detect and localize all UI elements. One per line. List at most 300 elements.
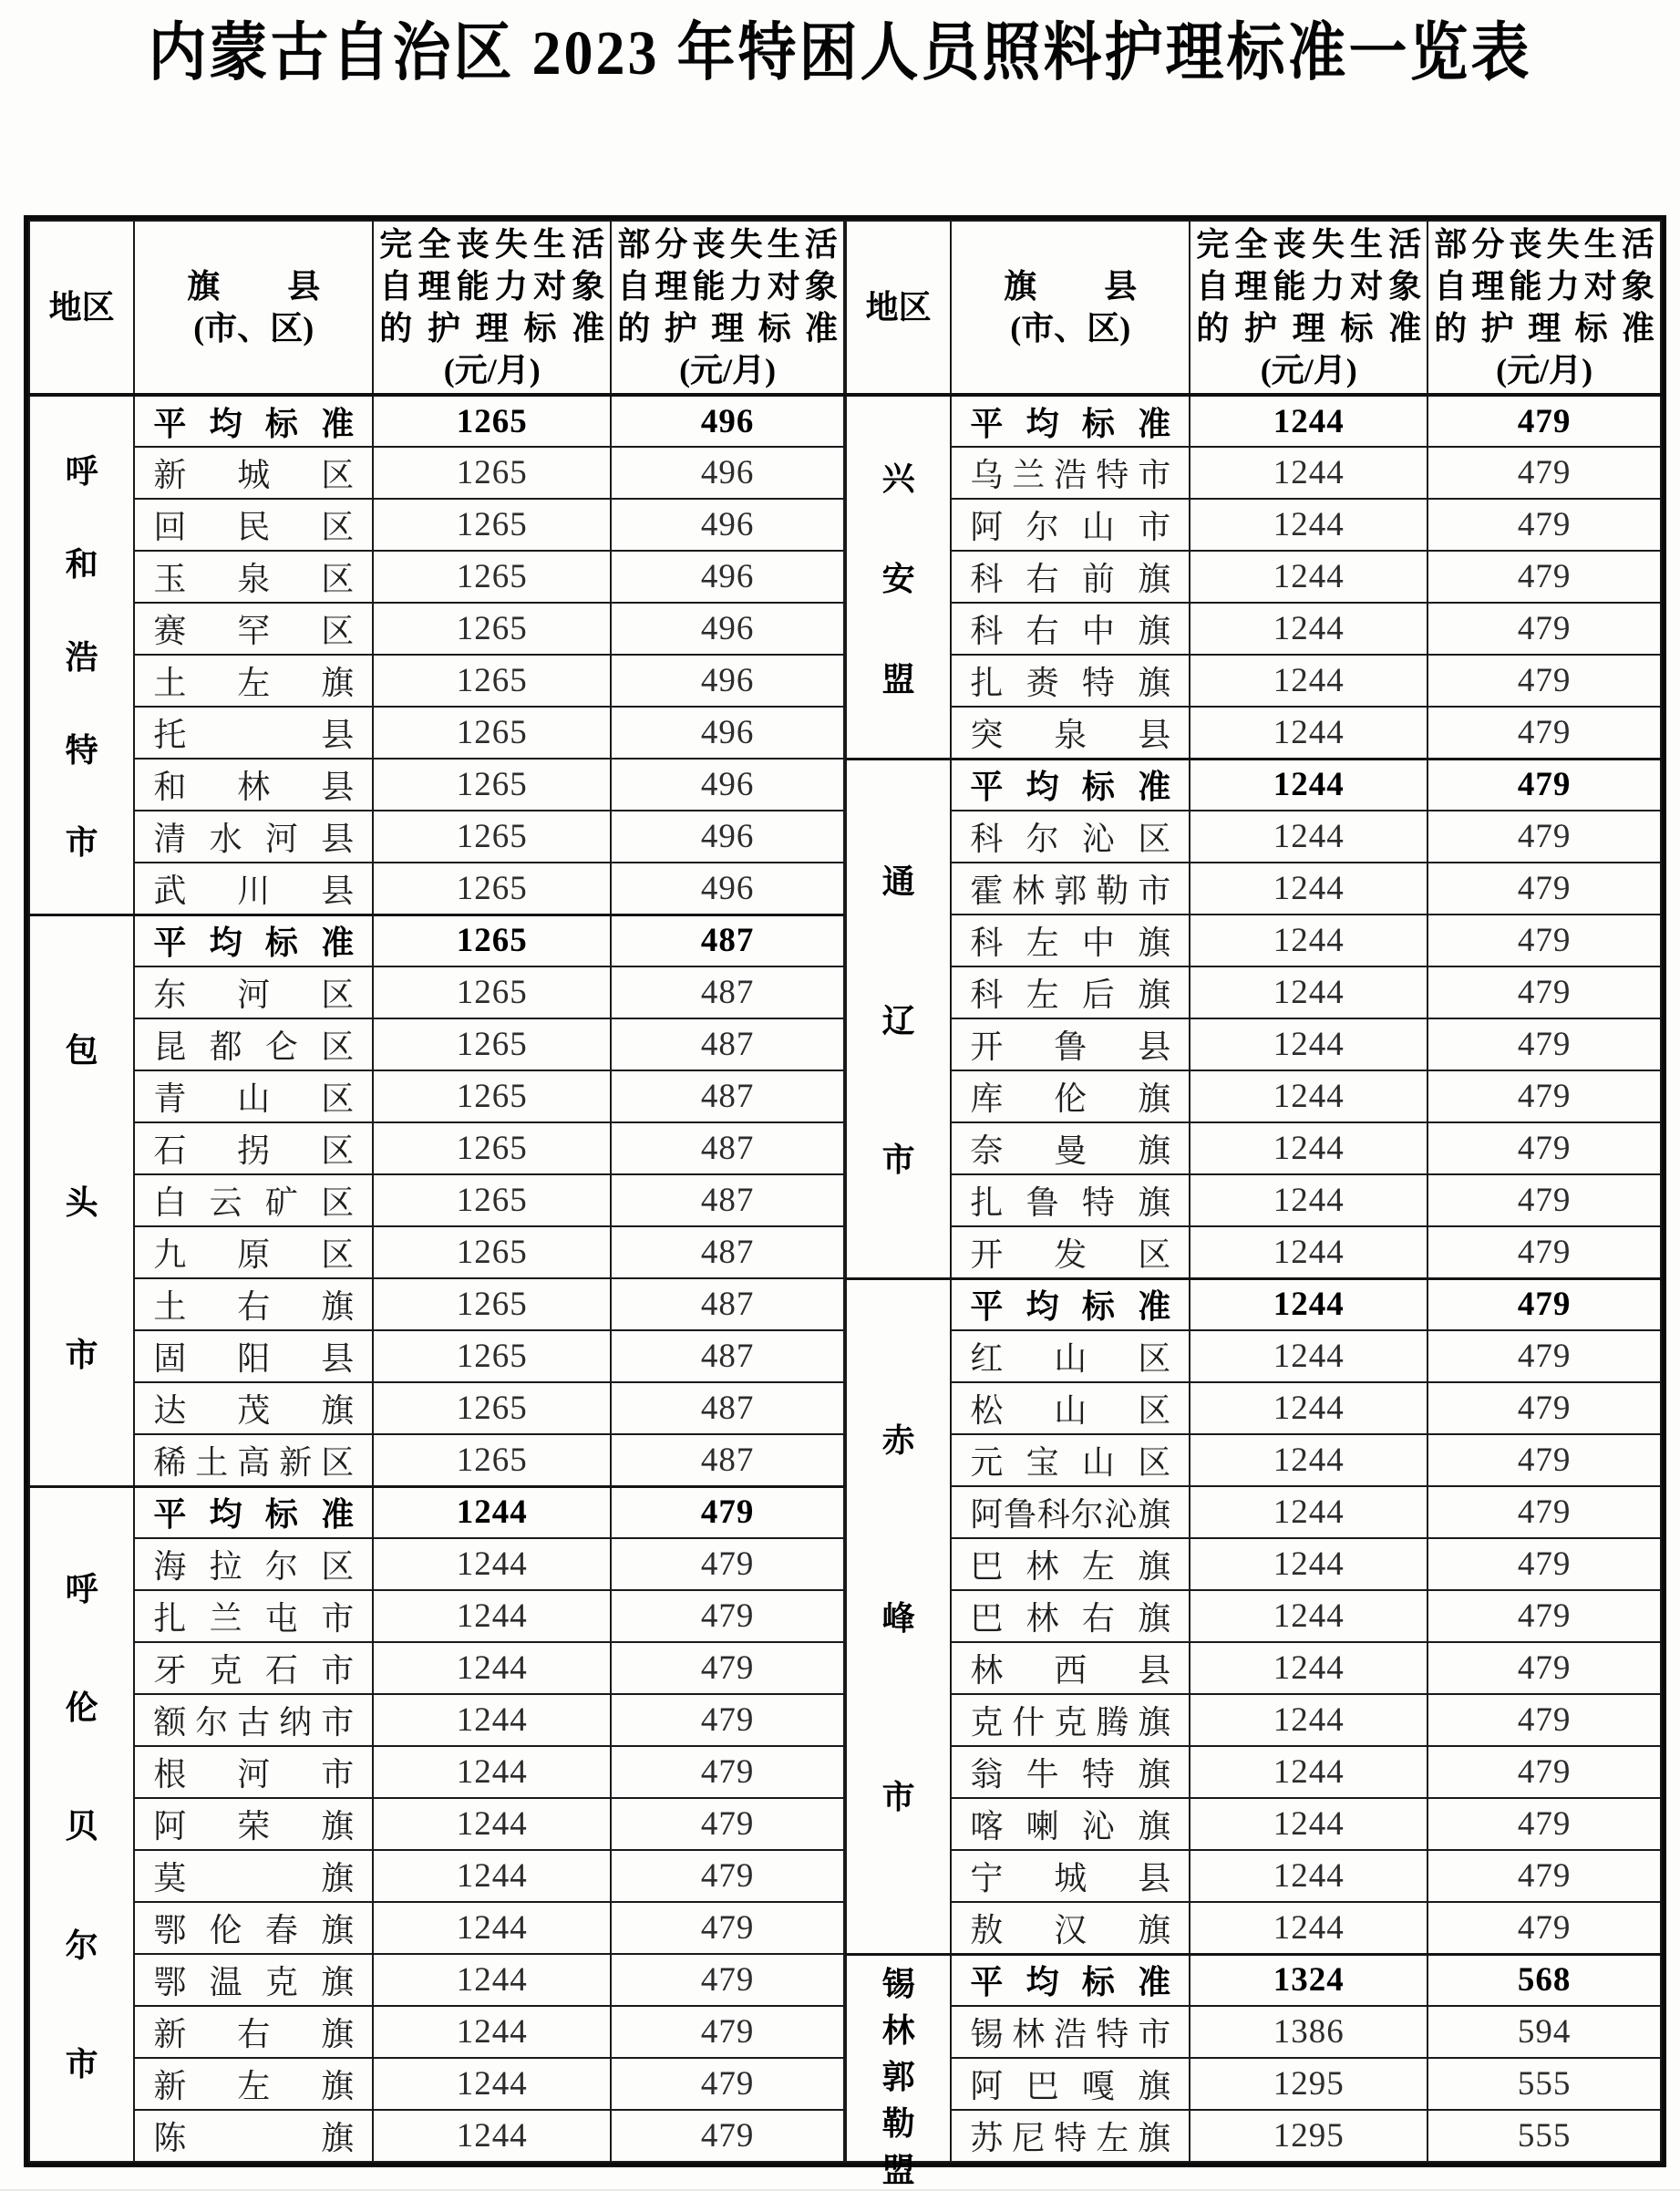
partial-loss-value: 487 <box>611 1382 844 1434</box>
average-standard-row <box>29 1486 844 1538</box>
full-loss-value: 1244 <box>1190 759 1427 811</box>
county-name: 赛 罕 区 <box>153 613 355 649</box>
county-name-cell <box>134 1954 373 2006</box>
table-row <box>29 966 844 1018</box>
region-cell <box>846 395 951 759</box>
county-name: 新 左 旗 <box>153 2068 355 2104</box>
table-row <box>29 1382 844 1434</box>
partial-loss-value: 496 <box>611 863 844 915</box>
partial-loss-value: 479 <box>1427 1018 1661 1070</box>
county-name-cell <box>951 2006 1190 2058</box>
county-name-cell <box>134 1018 373 1070</box>
county-name-cell <box>134 707 373 759</box>
county-name-cell <box>951 1902 1190 1954</box>
county-name: 陈 旗 <box>153 2120 355 2156</box>
county-name-cell <box>134 863 373 915</box>
full-loss-value: 1244 <box>1190 1122 1427 1174</box>
header-line: (元/月) <box>443 352 541 388</box>
county-name-cell <box>134 1642 373 1694</box>
county-name: 林 西 县 <box>970 1652 1171 1689</box>
partial-loss-value: 487 <box>611 1330 844 1382</box>
county-name-cell <box>951 603 1190 655</box>
county-name: 牙 克 石 市 <box>153 1652 355 1689</box>
county-column-header <box>134 221 373 395</box>
full-loss-value: 1244 <box>373 1538 611 1590</box>
partial-loss-value: 479 <box>1427 499 1661 551</box>
full-loss-value: 1265 <box>373 1122 611 1174</box>
region-cell <box>846 1278 951 1954</box>
table-body <box>846 395 1661 2189</box>
county-name: 科 左 后 旗 <box>970 977 1171 1013</box>
table-row <box>846 1018 1661 1070</box>
partial-loss-value: 479 <box>1427 1122 1661 1174</box>
partial-loss-value: 487 <box>611 1226 844 1278</box>
table-row <box>846 863 1661 915</box>
region-vertical-label: 呼 和 浩 特 市 <box>65 453 98 862</box>
full-loss-value: 1244 <box>1190 1590 1427 1642</box>
partial-loss-value: 479 <box>1427 1538 1661 1590</box>
county-name-cell <box>951 1590 1190 1642</box>
full-loss-value: 1244 <box>373 1850 611 1902</box>
region-vertical-label: 呼 伦 贝 尔 市 <box>65 1570 98 2082</box>
full-loss-value: 1244 <box>1190 1018 1427 1070</box>
table-row <box>29 1278 844 1330</box>
full-loss-value: 1244 <box>373 2058 611 2110</box>
partial-loss-value: 479 <box>1427 1642 1661 1694</box>
full-loss-value: 1244 <box>373 1486 611 1538</box>
partial-loss-value: 479 <box>611 1590 844 1642</box>
table-header <box>29 221 844 395</box>
table-row <box>29 1330 844 1382</box>
table-row <box>29 863 844 915</box>
county-name: 达 茂 旗 <box>153 1392 355 1429</box>
table-row <box>846 2058 1661 2110</box>
county-name-cell <box>951 499 1190 551</box>
header-line: 旗 县 <box>1004 268 1138 305</box>
partial-loss-value: 479 <box>611 2110 844 2162</box>
full-loss-value: 1244 <box>373 2110 611 2162</box>
partial-loss-value: 496 <box>611 811 844 863</box>
table-row <box>846 1486 1661 1538</box>
table-row <box>846 915 1661 966</box>
full-loss-value: 1244 <box>373 1746 611 1798</box>
county-name: 平 均 标 准 <box>970 769 1171 806</box>
partial-loss-value: 479 <box>611 1746 844 1798</box>
partial-loss-value: 479 <box>1427 1850 1661 1902</box>
header-line: 自 理 能 力 对 象 <box>379 268 605 305</box>
county-name: 平 均 标 准 <box>153 1496 355 1534</box>
partial-loss-value: 479 <box>1427 1382 1661 1434</box>
county-name: 平 均 标 准 <box>970 1964 1171 2001</box>
region-vertical-label: 兴 安 盟 <box>881 460 915 698</box>
partial-loss-value: 479 <box>1427 603 1661 655</box>
county-name-cell <box>134 1538 373 1590</box>
partial-loss-value: 487 <box>611 1122 844 1174</box>
partial-loss-value: 479 <box>611 1850 844 1902</box>
county-name: 额 尔 古 纳 市 <box>153 1704 355 1741</box>
county-name-cell <box>134 1174 373 1226</box>
full-loss-value: 1244 <box>1190 499 1427 551</box>
partial-loss-value: 479 <box>611 1902 844 1954</box>
full-loss-value: 1244 <box>1190 1798 1427 1850</box>
header-line: 的 护 理 标 准 <box>379 310 605 346</box>
partial-loss-value: 479 <box>611 1642 844 1694</box>
table-row <box>29 1122 844 1174</box>
header-line: (元/月) <box>1260 352 1357 388</box>
county-name: 巴 林 左 旗 <box>970 1548 1171 1585</box>
county-name-cell <box>951 1174 1190 1226</box>
table-row <box>846 447 1661 499</box>
county-name-cell <box>134 1278 373 1330</box>
partial-loss-value: 496 <box>611 395 844 447</box>
county-name: 科 左 中 旗 <box>970 925 1171 961</box>
table-row <box>29 551 844 603</box>
county-name: 乌 兰 浩 特 市 <box>970 457 1171 493</box>
table-row <box>846 551 1661 603</box>
county-name-cell <box>951 1382 1190 1434</box>
partial-loss-value: 496 <box>611 707 844 759</box>
partial-loss-value: 479 <box>1427 1278 1661 1330</box>
county-name-cell <box>134 1122 373 1174</box>
table-row <box>846 1382 1661 1434</box>
partial-loss-value: 487 <box>611 915 844 966</box>
partial-loss-standard-column-header <box>611 221 844 395</box>
partial-loss-value: 479 <box>611 1538 844 1590</box>
county-name-cell <box>951 655 1190 707</box>
county-name: 科 尔 沁 区 <box>970 821 1171 857</box>
full-loss-value: 1265 <box>373 447 611 499</box>
full-loss-value: 1265 <box>373 1174 611 1226</box>
average-standard-row <box>846 395 1661 447</box>
full-loss-value: 1265 <box>373 551 611 603</box>
partial-loss-value: 479 <box>1427 863 1661 915</box>
partial-loss-value: 479 <box>1427 1226 1661 1278</box>
care-standards-table-right <box>845 220 1662 2189</box>
county-name-cell <box>134 966 373 1018</box>
county-name: 新 右 旗 <box>153 2016 355 2052</box>
average-standard-row <box>29 395 844 447</box>
full-loss-value: 1244 <box>1190 1642 1427 1694</box>
partial-loss-value: 487 <box>611 1018 844 1070</box>
full-loss-value: 1265 <box>373 915 611 966</box>
partial-loss-value: 479 <box>1427 551 1661 603</box>
table-row <box>29 499 844 551</box>
full-loss-value: 1244 <box>1190 655 1427 707</box>
partial-loss-value: 487 <box>611 1434 844 1486</box>
partial-loss-value: 496 <box>611 655 844 707</box>
table-row <box>846 1330 1661 1382</box>
partial-loss-value: 479 <box>1427 1902 1661 1954</box>
county-name-cell <box>951 863 1190 915</box>
county-name: 锡 林 浩 特 市 <box>970 2016 1171 2052</box>
full-loss-value: 1295 <box>1190 2110 1427 2162</box>
table-row <box>846 1226 1661 1278</box>
county-name-cell <box>951 1226 1190 1278</box>
table-row <box>846 1434 1661 1486</box>
county-name: 莫 旗 <box>153 1860 355 1896</box>
county-name: 东 河 区 <box>153 977 355 1013</box>
full-loss-value: 1244 <box>1190 1850 1427 1902</box>
county-name-cell <box>134 1590 373 1642</box>
county-name-cell <box>951 1694 1190 1746</box>
region-cell <box>846 759 951 1278</box>
care-standards-table-left <box>28 220 845 2163</box>
region-vertical-label: 锡 林 郭 勒 盟 <box>881 1966 915 2189</box>
table-row <box>846 1070 1661 1122</box>
average-standard-row <box>846 759 1661 811</box>
full-loss-value: 1244 <box>1190 966 1427 1018</box>
county-name-cell <box>134 395 373 447</box>
county-name-cell <box>134 2058 373 2110</box>
county-name-cell <box>951 966 1190 1018</box>
partial-loss-value: 487 <box>611 1174 844 1226</box>
county-name: 固 阳 县 <box>153 1340 355 1377</box>
county-name-cell <box>951 1434 1190 1486</box>
partial-loss-value: 479 <box>1427 1798 1661 1850</box>
full-loss-value: 1265 <box>373 863 611 915</box>
county-name-cell <box>951 1122 1190 1174</box>
county-name-cell <box>134 915 373 966</box>
county-name-cell <box>951 915 1190 966</box>
county-name-cell <box>951 447 1190 499</box>
table-row <box>29 603 844 655</box>
county-name-cell <box>951 811 1190 863</box>
county-name-cell <box>134 1746 373 1798</box>
full-loss-value: 1244 <box>1190 707 1427 759</box>
partial-loss-value: 479 <box>1427 1174 1661 1226</box>
partial-loss-value: 479 <box>1427 1486 1661 1538</box>
table-row <box>846 1590 1661 1642</box>
header-line: (元/月) <box>679 352 777 388</box>
county-name-cell <box>951 551 1190 603</box>
partial-loss-value: 555 <box>1427 2058 1661 2110</box>
county-name: 科 右 中 旗 <box>970 613 1171 649</box>
county-name: 平 均 标 准 <box>970 1288 1171 1326</box>
partial-loss-value: 496 <box>611 759 844 811</box>
county-name: 平 均 标 准 <box>153 925 355 962</box>
partial-loss-value: 479 <box>611 1694 844 1746</box>
region-cell <box>29 395 134 915</box>
partial-loss-value: 479 <box>1427 1330 1661 1382</box>
partial-loss-value: 568 <box>1427 1954 1661 2006</box>
partial-loss-value: 496 <box>611 499 844 551</box>
table-row <box>29 1538 844 1590</box>
table-row <box>846 707 1661 759</box>
table-row <box>29 1954 844 2006</box>
county-name-cell <box>134 1694 373 1746</box>
full-loss-value: 1265 <box>373 966 611 1018</box>
full-loss-value: 1244 <box>1190 551 1427 603</box>
county-name: 奈 曼 旗 <box>970 1132 1171 1169</box>
county-name-cell <box>134 499 373 551</box>
partial-loss-value: 479 <box>1427 759 1661 811</box>
partial-loss-value: 479 <box>1427 1070 1661 1122</box>
county-name: 白 云 矿 区 <box>153 1184 355 1221</box>
partial-loss-value: 479 <box>1427 447 1661 499</box>
region-vertical-label: 包 头 市 <box>65 1032 98 1373</box>
county-name: 武 川 县 <box>153 872 355 909</box>
full-loss-value: 1244 <box>1190 1330 1427 1382</box>
full-loss-value: 1244 <box>1190 395 1427 447</box>
county-name: 阿 鲁 科 尔 沁 旗 <box>970 1496 1171 1533</box>
table-row <box>29 1590 844 1642</box>
table-row <box>29 447 844 499</box>
table-row <box>846 811 1661 863</box>
full-loss-value: 1244 <box>1190 447 1427 499</box>
county-name-cell <box>134 811 373 863</box>
partial-loss-value: 479 <box>1427 1746 1661 1798</box>
partial-loss-value: 479 <box>1427 966 1661 1018</box>
full-loss-value: 1295 <box>1190 2058 1427 2110</box>
partial-loss-value: 479 <box>1427 1434 1661 1486</box>
header-line: 地区 <box>865 289 932 326</box>
county-name: 喀 喇 沁 旗 <box>970 1808 1171 1845</box>
partial-loss-value: 594 <box>1427 2006 1661 2058</box>
county-name-cell <box>134 1902 373 1954</box>
county-name: 霍 林 郭 勒 市 <box>970 873 1171 909</box>
county-name-cell <box>951 1018 1190 1070</box>
county-name-cell <box>134 1434 373 1486</box>
table-row <box>29 1018 844 1070</box>
full-loss-value: 1244 <box>1190 915 1427 966</box>
county-name-cell <box>951 1954 1190 2006</box>
partial-loss-value: 496 <box>611 551 844 603</box>
full-loss-value: 1244 <box>373 1954 611 2006</box>
header-row <box>29 221 844 395</box>
partial-loss-value: 479 <box>611 1798 844 1850</box>
county-name: 敖 汉 旗 <box>970 1911 1171 1948</box>
full-loss-value: 1265 <box>373 395 611 447</box>
region-vertical-label: 通 辽 市 <box>881 863 915 1179</box>
county-name: 科 右 前 旗 <box>970 561 1171 597</box>
county-name-cell <box>951 1850 1190 1902</box>
header-line: 自 理 能 力 对 象 <box>617 268 838 305</box>
county-name: 稀 土 高 新 区 <box>153 1443 355 1481</box>
partial-loss-value: 479 <box>611 2058 844 2110</box>
table-row <box>29 1746 844 1798</box>
full-loss-value: 1265 <box>373 1070 611 1122</box>
partial-loss-value: 479 <box>1427 395 1661 447</box>
table-row <box>29 1174 844 1226</box>
county-name: 清 水 河 县 <box>153 821 355 857</box>
county-name: 青 山 区 <box>153 1080 355 1117</box>
table-row <box>846 966 1661 1018</box>
county-name: 昆 都 仑 区 <box>153 1028 355 1065</box>
county-name: 巴 林 右 旗 <box>970 1600 1171 1637</box>
region-column-header <box>29 221 134 395</box>
table-row <box>29 1642 844 1694</box>
region-cell <box>846 1954 951 2189</box>
county-name: 阿 巴 嘎 旗 <box>970 2068 1171 2104</box>
header-line: (市、区) <box>1010 310 1131 346</box>
county-name-cell <box>134 447 373 499</box>
table-row <box>846 655 1661 707</box>
county-name: 土 左 旗 <box>153 665 355 701</box>
table-row <box>846 1642 1661 1694</box>
county-name: 石 拐 区 <box>153 1132 355 1169</box>
table-row <box>29 1226 844 1278</box>
partial-loss-value: 487 <box>611 966 844 1018</box>
county-name: 海 拉 尔 区 <box>153 1548 355 1585</box>
table-row <box>29 1434 844 1486</box>
table-row <box>846 1538 1661 1590</box>
county-name-cell <box>951 1746 1190 1798</box>
partial-loss-value: 496 <box>611 603 844 655</box>
county-name-cell <box>951 1330 1190 1382</box>
county-name: 新 城 区 <box>153 457 355 493</box>
county-name-cell <box>951 1642 1190 1694</box>
header-line: 的 护 理 标 准 <box>617 310 838 346</box>
full-loss-value: 1244 <box>1190 1538 1427 1590</box>
partial-loss-value: 479 <box>611 2006 844 2058</box>
table-row <box>29 811 844 863</box>
partial-loss-value: 487 <box>611 1278 844 1330</box>
county-name-cell <box>134 551 373 603</box>
full-loss-value: 1244 <box>1190 1434 1427 1486</box>
region-column-header <box>846 221 951 395</box>
full-loss-value: 1265 <box>373 655 611 707</box>
county-name-cell <box>951 1486 1190 1538</box>
full-loss-value: 1244 <box>1190 1902 1427 1954</box>
table-row <box>846 1798 1661 1850</box>
full-loss-value: 1265 <box>373 811 611 863</box>
header-line: 的 护 理 标 准 <box>1434 310 1654 346</box>
table-row <box>846 499 1661 551</box>
county-name: 平 均 标 准 <box>970 405 1171 442</box>
county-name: 玉 泉 区 <box>153 561 355 597</box>
full-loss-value: 1265 <box>373 759 611 811</box>
county-name-cell <box>134 655 373 707</box>
county-name-cell <box>134 1486 373 1538</box>
full-loss-value: 1244 <box>1190 1486 1427 1538</box>
table-row <box>29 1850 844 1902</box>
partial-loss-value: 479 <box>1427 1590 1661 1642</box>
county-name-cell <box>951 1278 1190 1330</box>
region-cell <box>29 915 134 1486</box>
county-name: 托 县 <box>153 717 355 753</box>
table-row <box>846 1850 1661 1902</box>
county-name: 元 宝 山 区 <box>970 1444 1171 1481</box>
partial-loss-value: 496 <box>611 447 844 499</box>
full-loss-value: 1244 <box>1190 1694 1427 1746</box>
county-name: 扎 赉 特 旗 <box>970 665 1171 701</box>
county-name-cell <box>134 603 373 655</box>
county-name: 克 什 克 腾 旗 <box>970 1704 1171 1741</box>
county-name: 松 山 区 <box>970 1392 1171 1429</box>
county-name: 回 民 区 <box>153 509 355 545</box>
full-loss-value: 1324 <box>1190 1954 1427 2006</box>
county-name: 鄂 伦 春 旗 <box>153 1912 355 1948</box>
full-loss-value: 1244 <box>1190 863 1427 915</box>
county-name-cell <box>134 1226 373 1278</box>
county-name: 突 泉 县 <box>970 716 1171 753</box>
full-loss-value: 1244 <box>373 1798 611 1850</box>
table-row <box>846 2006 1661 2058</box>
full-loss-value: 1244 <box>1190 1070 1427 1122</box>
county-name: 苏 尼 特 左 旗 <box>970 2120 1171 2156</box>
county-name-cell <box>951 707 1190 759</box>
partial-loss-value: 479 <box>611 1954 844 2006</box>
county-name-cell <box>134 2006 373 2058</box>
full-loss-standard-column-header <box>373 221 611 395</box>
full-loss-value: 1265 <box>373 1434 611 1486</box>
county-name: 平 均 标 准 <box>153 405 355 442</box>
partial-loss-value: 479 <box>1427 1694 1661 1746</box>
header-line: 自 理 能 力 对 象 <box>1434 268 1654 305</box>
county-name-cell <box>134 1330 373 1382</box>
county-name-cell <box>951 1538 1190 1590</box>
table-row <box>29 707 844 759</box>
